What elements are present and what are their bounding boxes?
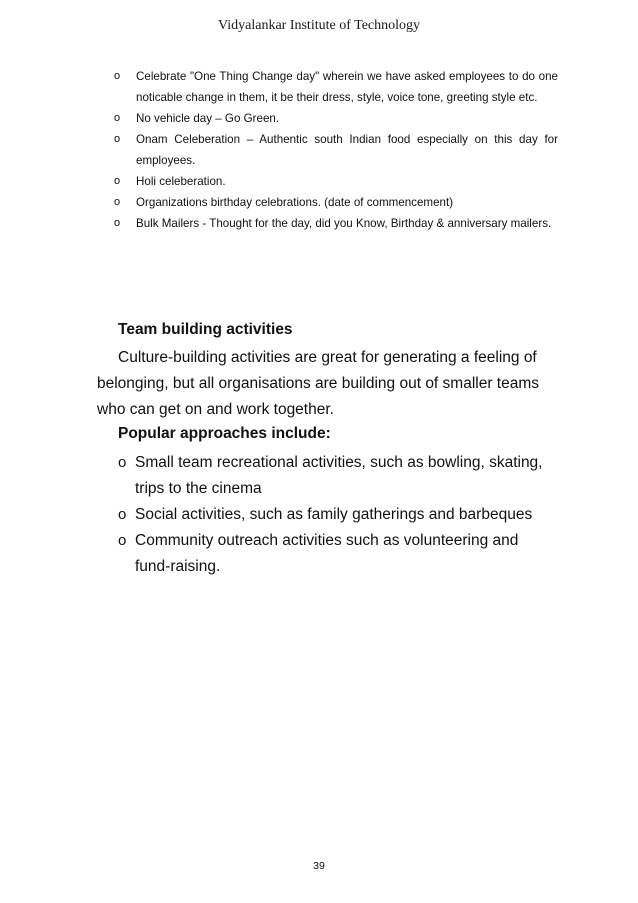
- list-item-text: Holi celeberation.: [136, 175, 226, 188]
- hollow-bullet-icon: o: [118, 506, 127, 523]
- subheading: Popular approaches include:: [118, 425, 331, 442]
- hollow-bullet-icon: o: [118, 454, 127, 471]
- body-paragraph: Culture-building activities are great for generating a feeling of belonging, but all organisations are building out of smaller teams who can get on and work together.: [97, 349, 540, 418]
- list-item-text: Social activities, such as family gatherings and barbeques: [135, 506, 533, 523]
- list-item-text: Celebrate "One Thing Change day" wherein we have asked employees to do one noticable change in them, it be their dress, style, voice tone, greeting style etc.: [136, 70, 558, 104]
- list-item-text: Community outreach activities such as volunteering and fund-raising.: [135, 532, 519, 575]
- hollow-bullet-icon: o: [114, 70, 121, 82]
- celebration-list: [114, 66, 558, 234]
- list-item: [118, 502, 548, 528]
- list-item: [114, 171, 558, 192]
- list-item: [114, 213, 558, 234]
- list-item-text: No vehicle day – Go Green.: [136, 112, 280, 125]
- list-item: [114, 66, 558, 108]
- list-item-text: Small team recreational activities, such as bowling, skating, trips to the cinema: [135, 454, 543, 497]
- list-item-text: Bulk Mailers - Thought for the day, did you Know, Birthday & anniversary mailers.: [136, 217, 552, 230]
- hollow-bullet-icon: o: [114, 196, 121, 208]
- hollow-bullet-icon: o: [114, 217, 121, 229]
- list-item: [114, 108, 558, 129]
- approaches-list: [118, 450, 548, 580]
- list-item: [118, 528, 548, 580]
- list-item-text: Onam Celeberation – Authentic south Indian food especially on this day for employees.: [136, 133, 558, 167]
- hollow-bullet-icon: o: [114, 175, 121, 187]
- hollow-bullet-icon: o: [118, 532, 127, 549]
- list-item: [114, 129, 558, 171]
- hollow-bullet-icon: o: [114, 133, 121, 145]
- section-heading: Team building activities: [118, 321, 293, 338]
- hollow-bullet-icon: o: [114, 112, 121, 124]
- page-header: Vidyalankar Institute of Technology: [217, 18, 421, 33]
- list-item: [114, 192, 558, 213]
- page-number: 39: [313, 860, 325, 872]
- list-item: [118, 450, 548, 502]
- list-item-text: Organizations birthday celebrations. (date of commencement): [136, 196, 454, 209]
